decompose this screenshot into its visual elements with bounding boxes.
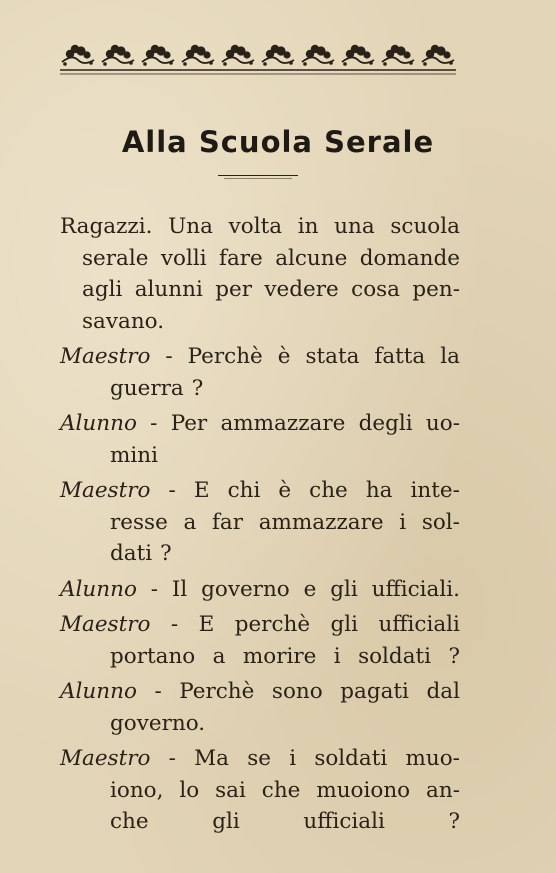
vine-leaf-unit <box>422 45 454 66</box>
word: in <box>297 214 319 239</box>
word: a <box>183 509 197 535</box>
word: alcune <box>275 245 348 271</box>
word: pen- <box>412 277 460 302</box>
text-line <box>60 775 460 807</box>
word: sono <box>271 679 323 704</box>
vine-leaf-unit <box>302 45 334 66</box>
word: gli <box>330 612 359 637</box>
word: muo- <box>405 746 460 771</box>
word: è <box>277 344 291 369</box>
speaker-label: Maestro <box>60 344 151 369</box>
word: a <box>212 643 226 669</box>
speaker-label: Alunno <box>60 411 137 436</box>
word: - <box>165 344 173 369</box>
word: governo <box>201 576 290 602</box>
word: ? <box>448 809 460 834</box>
text-line <box>60 806 460 838</box>
page-title: Alla Scuola Serale <box>121 125 435 159</box>
word: iono, <box>110 777 164 803</box>
word: soldati <box>358 643 432 669</box>
text-line <box>60 708 460 740</box>
word: la <box>440 344 460 369</box>
word: muoiono <box>316 777 411 803</box>
word: che <box>110 809 149 834</box>
vine-leaf-unit <box>382 45 414 66</box>
word: far <box>211 509 244 535</box>
vine-leaf-unit <box>342 45 374 66</box>
text-line <box>60 743 460 775</box>
word: lo <box>179 777 200 803</box>
word: i <box>399 509 407 535</box>
word: volli <box>160 245 207 271</box>
word: chi <box>227 478 261 503</box>
word: ufficiali. <box>371 576 460 602</box>
word: che <box>309 478 348 503</box>
word: degli <box>358 411 413 436</box>
text-line <box>60 306 460 338</box>
word: sai <box>215 777 246 803</box>
text-line <box>60 211 460 243</box>
word: ufficiali <box>378 612 460 637</box>
word: perchè <box>234 612 311 637</box>
word: Una <box>168 214 213 239</box>
text-line <box>60 475 460 507</box>
word: mini <box>110 442 158 468</box>
word: soldati <box>314 746 388 771</box>
word: E <box>193 478 210 503</box>
word: Ma <box>194 746 229 771</box>
text-line <box>60 440 460 472</box>
word: domande <box>359 245 460 271</box>
text-line <box>60 574 460 606</box>
word: se <box>247 746 271 771</box>
word: an- <box>426 777 460 803</box>
word: dati <box>110 541 153 566</box>
vine-leaf-unit <box>222 45 254 66</box>
word: - <box>150 576 159 602</box>
word: governo. <box>110 710 206 736</box>
text-line <box>60 373 460 405</box>
word: - <box>168 746 176 771</box>
text-line <box>60 243 460 275</box>
word: cosa <box>351 277 400 302</box>
word: serale <box>82 245 149 271</box>
title-rule <box>218 174 298 180</box>
word: che <box>261 777 301 803</box>
speaker-label: Alunno <box>60 576 137 602</box>
speaker-label: Maestro <box>60 478 151 503</box>
word: ammazzare <box>220 411 346 436</box>
word: ammazzare <box>258 509 384 535</box>
word: E <box>198 612 215 637</box>
word: alunni <box>134 277 203 302</box>
word: - <box>168 478 176 503</box>
vine-leaf-unit <box>62 45 94 66</box>
word: è <box>278 478 292 503</box>
word: - <box>150 411 158 436</box>
word: ha <box>365 478 393 503</box>
vine-leaf-unit <box>142 45 174 66</box>
vine-leaf-unit <box>102 45 134 66</box>
word: morire <box>242 643 317 669</box>
vine-leaf-unit <box>262 45 294 66</box>
word: Perchè <box>187 344 263 369</box>
text-line <box>60 341 460 373</box>
word: stata <box>305 344 360 369</box>
word: portano <box>110 643 196 669</box>
word: vedere <box>264 277 339 302</box>
word: uo- <box>425 411 460 436</box>
word: ? <box>448 643 460 669</box>
word: ? <box>160 541 172 566</box>
text-line <box>60 507 460 539</box>
speaker-label: Maestro <box>60 746 151 771</box>
word: fare <box>219 245 263 271</box>
word: sol- <box>421 509 460 535</box>
word: resse <box>110 509 168 535</box>
word: guerra <box>110 375 184 401</box>
text-line <box>60 274 460 306</box>
word: i <box>289 746 297 771</box>
dialogue-text <box>60 211 460 838</box>
word: agli <box>82 277 123 302</box>
vine-ornament-icon <box>58 40 458 80</box>
word: Il <box>171 576 188 602</box>
word: dal <box>426 679 460 704</box>
text-line <box>60 641 460 673</box>
word: gli <box>330 576 358 602</box>
word: inte- <box>410 478 460 503</box>
text-line <box>60 676 460 708</box>
word: pagati <box>340 679 409 704</box>
word: i <box>333 643 341 669</box>
text-line <box>60 609 460 641</box>
word: scuola <box>390 214 460 239</box>
word: - <box>154 679 162 704</box>
word: ? <box>191 375 204 401</box>
word: Ragazzi. <box>60 214 153 239</box>
word: - <box>170 612 179 637</box>
word: fatta <box>374 344 426 369</box>
word: savano. <box>82 308 165 334</box>
word: volta <box>228 214 283 239</box>
word: Per <box>170 411 208 436</box>
word: per <box>215 277 253 302</box>
text-line <box>60 538 460 570</box>
word: Perchè <box>179 679 255 704</box>
vine-leaf-unit <box>182 45 214 66</box>
speaker-label: Alunno <box>60 679 137 704</box>
word: una <box>334 214 375 239</box>
speaker-label: Maestro <box>60 612 151 637</box>
word: ufficiali <box>303 809 385 834</box>
word: gli <box>212 809 240 834</box>
word: e <box>303 576 317 602</box>
text-line <box>60 408 460 440</box>
